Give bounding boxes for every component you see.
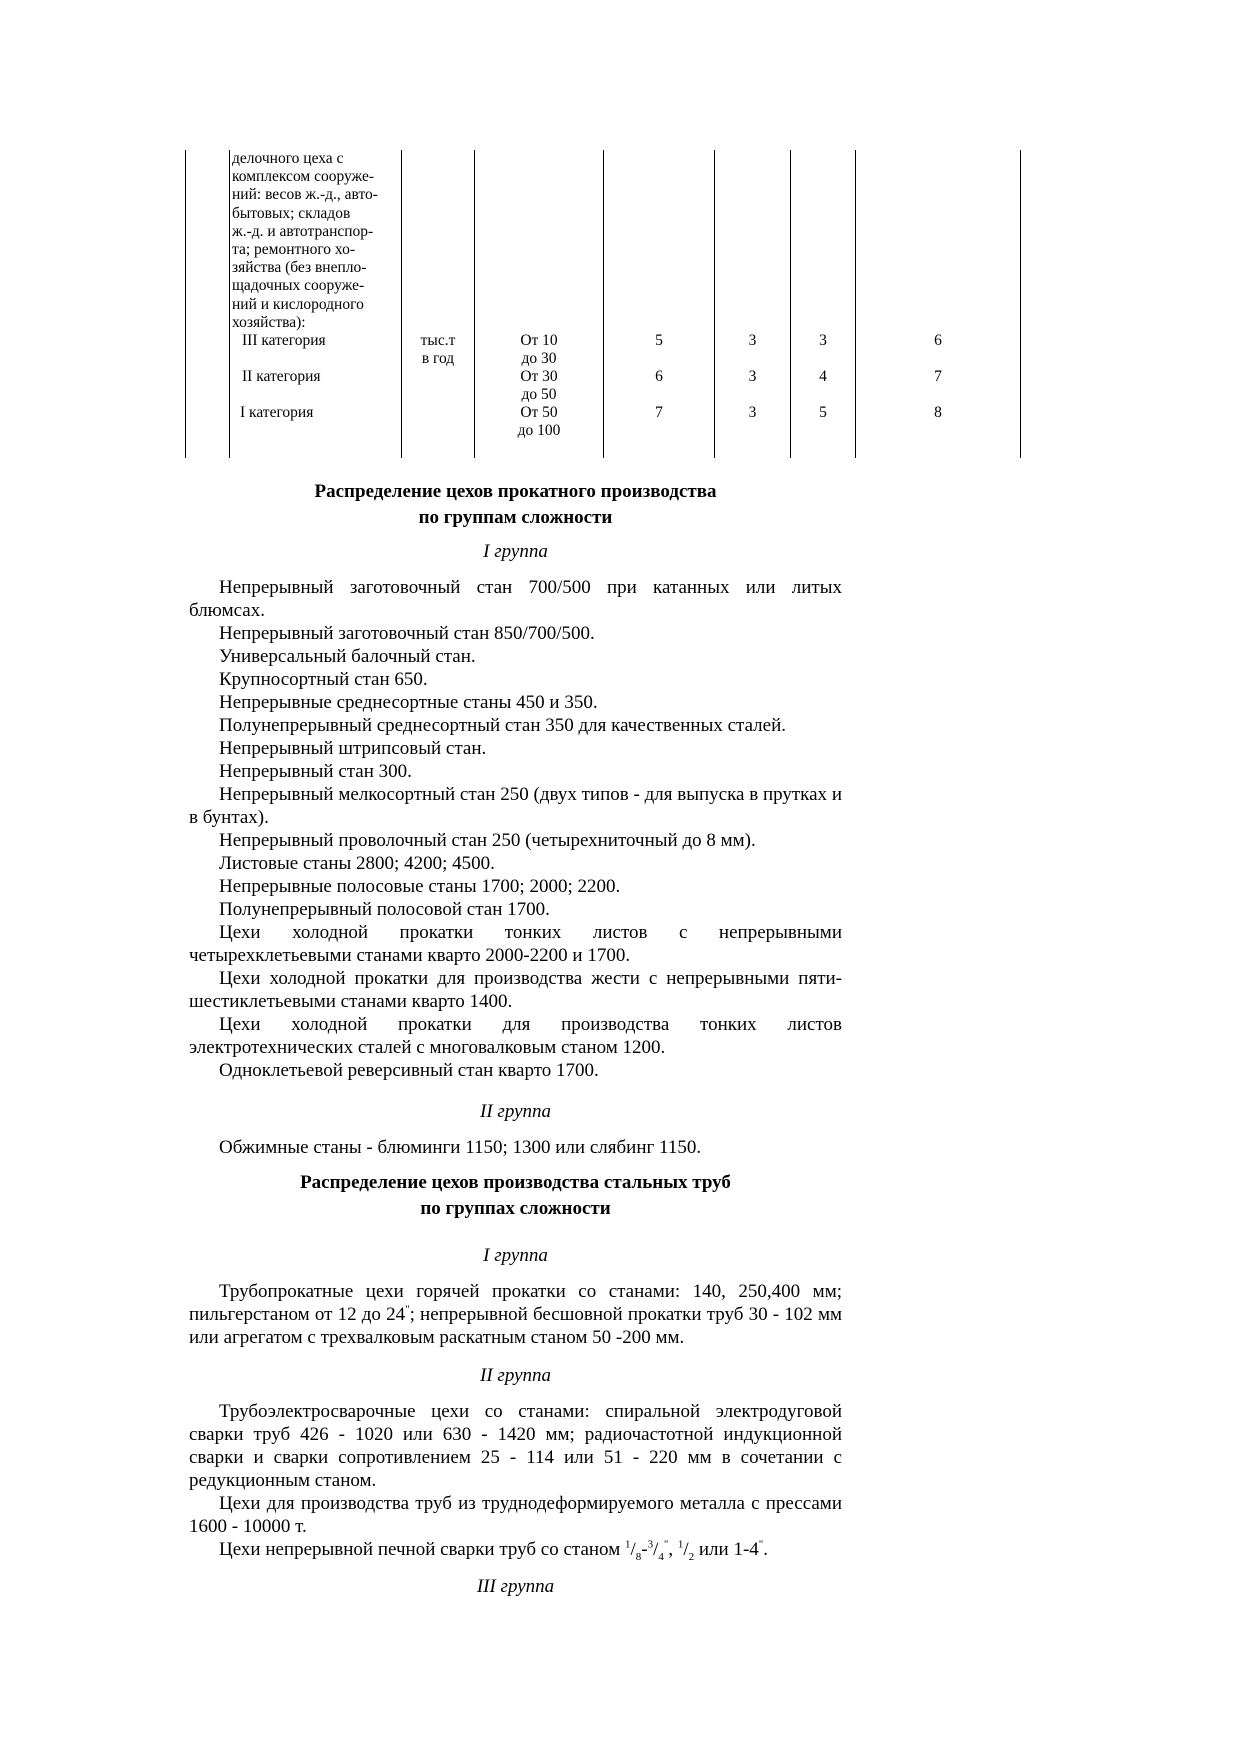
table-category: III категория [242, 332, 326, 349]
heading-line: по группам сложности [418, 507, 613, 528]
inch-mark: " [663, 1538, 669, 1551]
table-border [855, 150, 856, 458]
list-item: Непрерывный стан 300. [219, 761, 412, 782]
table-category: I категория [240, 404, 314, 421]
list-item: Непрерывный заготовочный стан 700/500 при катанных или литых блюмсах. [189, 577, 842, 621]
table-unit: тыс.т в год [420, 332, 456, 368]
inch-mark: " [758, 1538, 764, 1551]
fraction-numerator: 3 [647, 1538, 654, 1551]
fraction-numerator: 1 [677, 1538, 684, 1551]
table-cell: 3 [748, 332, 757, 349]
list-item: Непрерывные полосовые станы 1700; 2000; 2200. [219, 876, 621, 897]
table-cell: 3 [748, 404, 757, 421]
section-heading [189, 479, 842, 531]
table-description: делочного цеха с комплексом сооруже- ний: весов ж.-д., авто- бытовых; складов ж.-д. и автотранспор- та; ремонтного хо- зяйства (без внепло- щадочных сооруже- ний и кислородного хозяйства): [232, 150, 378, 331]
inch-mark: " [405, 1303, 410, 1316]
group-list [189, 1280, 842, 1349]
list-item: Непрерывный проволочный стан 250 (четырехниточный до 8 мм). [219, 830, 756, 851]
group-list [189, 576, 842, 1082]
group-title: II группа [480, 1101, 551, 1122]
group-title: III группа [476, 1576, 555, 1597]
list-item: Трубоэлектросварочные цехи со станами: спиральной электродуговой сварки труб 426 - 1020 или 630 - 1420 мм; радиочастотной индукционной сварки и сварки сопротивлением 25 - 114 или 51 - 220 мм в сочетании с редукционным станом. [189, 1401, 842, 1491]
text-run: , [668, 1539, 678, 1560]
table-cell: 7 [934, 368, 942, 385]
table-range: От 30 до 50 [520, 368, 558, 404]
table-border [229, 150, 230, 458]
table-cell: 3 [819, 332, 827, 349]
table-cell: 7 [655, 404, 663, 421]
text-run: или 1-4 [694, 1539, 759, 1560]
fraction-numerator: 1 [624, 1538, 631, 1551]
group-title: I группа [483, 1245, 548, 1266]
table-cell: 6 [655, 368, 663, 385]
table-cell: 4 [819, 368, 827, 385]
table-border [714, 150, 715, 458]
text-run: ; непрерывной бесшовной прокатки труб 30 - 102 мм или агрегатом с трехвалковым раскатным станом 50 -200 мм. [189, 1304, 842, 1348]
group-list [189, 1400, 842, 1561]
list-item: Цехи непрерывной печной сварки труб со станом $^1/_8-^3/_4^"$, $^1/_2$ или 1-4". [219, 1538, 769, 1563]
table-range: От 10 до 30 [520, 332, 558, 368]
list-item: Цехи холодной прокатки для производства тонких листов электротехнических сталей с многовалковым станом 1200. [189, 1014, 842, 1058]
table-cell: 6 [934, 332, 942, 349]
list-item [189, 1280, 842, 1349]
list-item: Полунепрерывный полосовой стан 1700. [219, 899, 550, 920]
table-cell: 3 [748, 368, 757, 385]
list-item: Цехи холодной прокатки тонких листов с непрерывными четырехклетьевыми станами кварто 2000-2200 и 1700. [189, 922, 842, 966]
list-item: Цехи холодной прокатки для производства жести с непрерывными пяти-шестиклетьевыми станами кварто 1400. [189, 968, 842, 1012]
section-heading [189, 1170, 842, 1222]
norms-table [185, 150, 1020, 458]
table-border [1020, 150, 1021, 458]
list-item: Непрерывный штрипсовый стан. [219, 738, 487, 759]
table-border [185, 150, 186, 458]
text-run: Трубопрокатные цехи горячей прокатки со станами: 140, 250,400 мм; пильгерстаном от 12 до 24 [189, 1281, 842, 1325]
heading-line: Распределение цехов прокатного производства [314, 481, 717, 502]
list-item: Крупносортный стан 650. [219, 669, 428, 690]
table-border [603, 150, 604, 458]
table-range: От 50 до 100 [517, 404, 561, 440]
text-run: . [763, 1539, 769, 1560]
text-run: Цехи непрерывной печной сварки труб со станом [219, 1539, 625, 1560]
group-title: I группа [483, 541, 548, 562]
fraction-denominator: 2 [688, 1550, 695, 1563]
table-border [474, 150, 475, 458]
list-item: Цехи для производства труб из труднодеформируемого металла с прессами 1600 - 10000 т. [189, 1493, 842, 1537]
table-border [790, 150, 791, 458]
list-item: Полунепрерывный среднесортный стан 350 для качественных сталей. [219, 715, 787, 736]
text-run: - [641, 1539, 648, 1560]
list-item: Непрерывный мелкосортный стан 250 (двух типов - для выпуска в прутках и в бунтах). [189, 784, 842, 828]
table-cell: 5 [819, 404, 827, 421]
table-border [401, 150, 402, 458]
group-title: II группа [480, 1365, 551, 1386]
list-item: Одноклетьевой реверсивный стан кварто 1700. [219, 1060, 599, 1081]
fraction-denominator: 4 [658, 1550, 664, 1563]
list-item: Универсальный балочный стан. [219, 646, 476, 667]
list-item: Непрерывные среднесортные станы 450 и 350. [219, 692, 598, 713]
heading-line: Распределение цехов производства стальных труб [300, 1172, 731, 1193]
group-list [189, 1136, 842, 1159]
table-cell: 5 [655, 332, 663, 349]
heading-line: по группах сложности [420, 1198, 611, 1219]
fraction-denominator: 8 [635, 1550, 642, 1563]
list-item: Обжимные станы - блюминги 1150; 1300 или слябинг 1150. [219, 1137, 702, 1158]
table-cell: 8 [934, 404, 942, 421]
list-item: Листовые станы 2800; 4200; 4500. [219, 853, 495, 874]
list-item: Непрерывный заготовочный стан 850/700/500. [219, 623, 595, 644]
table-category: II категория [242, 368, 321, 385]
